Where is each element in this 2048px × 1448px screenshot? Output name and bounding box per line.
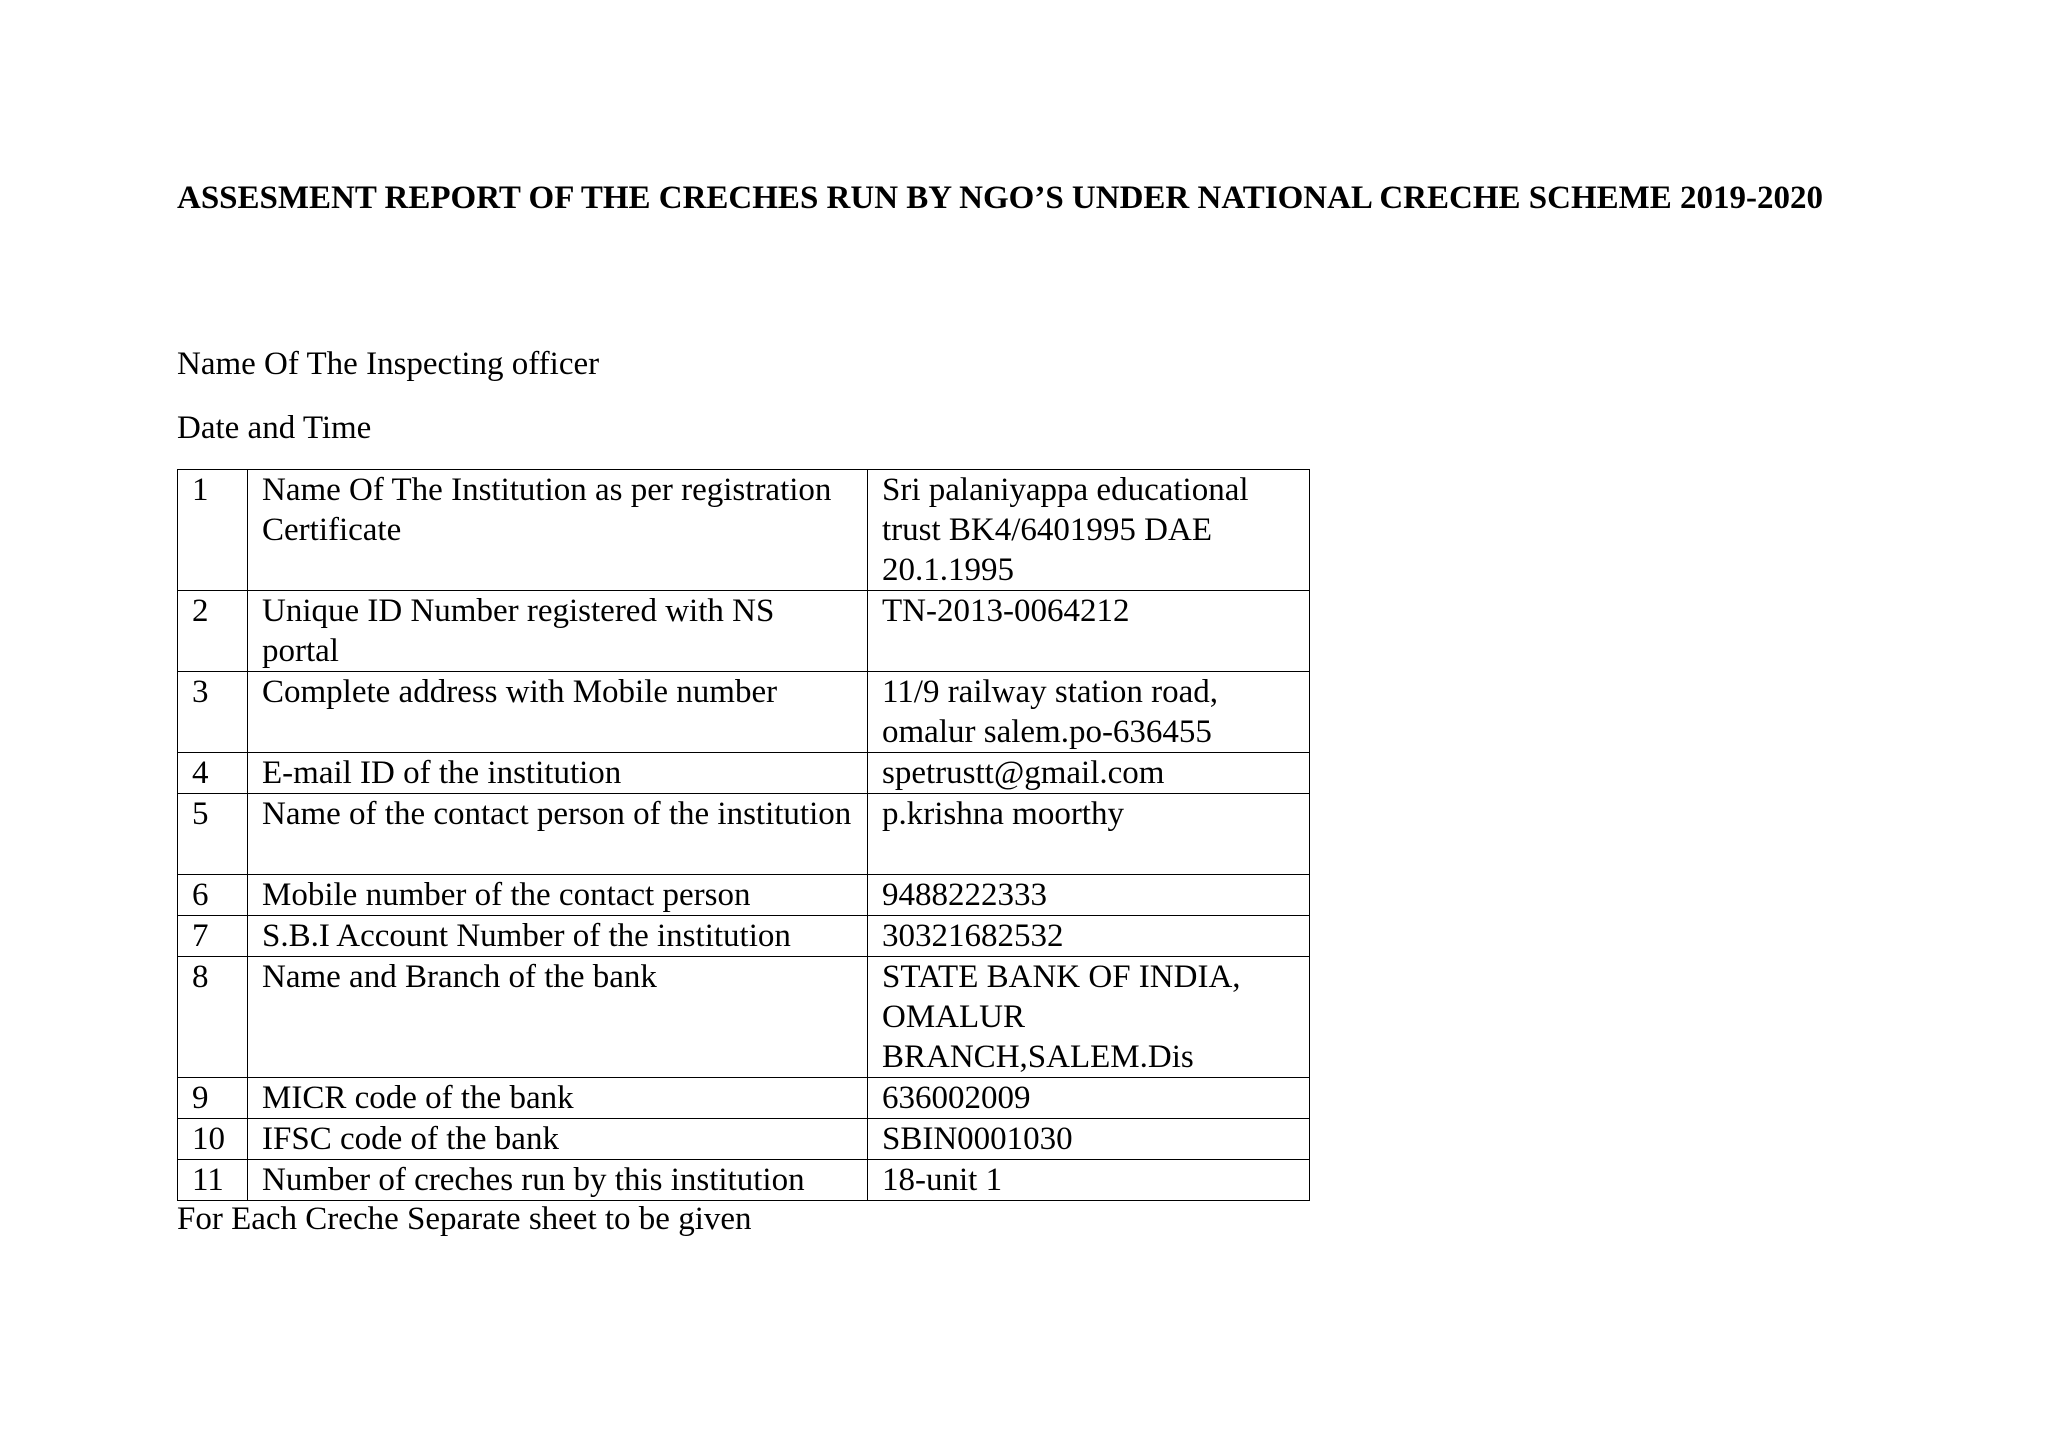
row-value: p.krishna moorthy	[868, 794, 1310, 875]
footer-note: For Each Creche Separate sheet to be given	[177, 1201, 752, 1237]
table-row	[178, 470, 1310, 591]
institution-details-table	[177, 469, 1310, 1201]
date-time-label: Date and Time	[177, 410, 372, 446]
row-value: 11/9 railway station road, omalur salem.po-636455	[868, 672, 1310, 753]
row-label: Name of the contact person of the institution	[248, 794, 868, 875]
row-label: Name and Branch of the bank	[248, 957, 868, 1078]
table-row	[178, 1160, 1310, 1201]
table-row	[178, 1078, 1310, 1119]
table-row	[178, 753, 1310, 794]
row-number: 5	[178, 794, 248, 875]
table-row	[178, 1119, 1310, 1160]
row-value: TN-2013-0064212	[868, 591, 1310, 672]
table-row	[178, 672, 1310, 753]
table-row	[178, 794, 1310, 875]
row-label: S.B.I Account Number of the institution	[248, 916, 868, 957]
row-value: 9488222333	[868, 875, 1310, 916]
row-value: 18-unit 1	[868, 1160, 1310, 1201]
table-row	[178, 591, 1310, 672]
row-value: SBIN0001030	[868, 1119, 1310, 1160]
row-number: 10	[178, 1119, 248, 1160]
report-title: ASSESMENT REPORT OF THE CRECHES RUN BY NGO’S UNDER NATIONAL CRECHE SCHEME 2019-2020	[177, 180, 1824, 216]
table-row	[178, 957, 1310, 1078]
row-number: 2	[178, 591, 248, 672]
row-label: Number of creches run by this institution	[248, 1160, 868, 1201]
row-number: 6	[178, 875, 248, 916]
row-label: E-mail ID of the institution	[248, 753, 868, 794]
row-value: STATE BANK OF INDIA, OMALUR BRANCH,SALEM.Dis	[868, 957, 1310, 1078]
row-label: Name Of The Institution as per registration Certificate	[248, 470, 868, 591]
table-row	[178, 875, 1310, 916]
row-number: 4	[178, 753, 248, 794]
row-value: Sri palaniyappa educational trust BK4/6401995 DAE 20.1.1995	[868, 470, 1310, 591]
inspecting-officer-label: Name Of The Inspecting officer	[177, 346, 600, 382]
row-label: IFSC code of the bank	[248, 1119, 868, 1160]
row-number: 9	[178, 1078, 248, 1119]
row-label: Complete address with Mobile number	[248, 672, 868, 753]
row-number: 1	[178, 470, 248, 591]
row-number: 8	[178, 957, 248, 1078]
table-row	[178, 916, 1310, 957]
row-number: 11	[178, 1160, 248, 1201]
row-number: 7	[178, 916, 248, 957]
row-value: spetrustt@gmail.com	[868, 753, 1310, 794]
row-label: MICR code of the bank	[248, 1078, 868, 1119]
row-label: Unique ID Number registered with NS portal	[248, 591, 868, 672]
row-number: 3	[178, 672, 248, 753]
row-value: 30321682532	[868, 916, 1310, 957]
row-value: 636002009	[868, 1078, 1310, 1119]
row-label: Mobile number of the contact person	[248, 875, 868, 916]
